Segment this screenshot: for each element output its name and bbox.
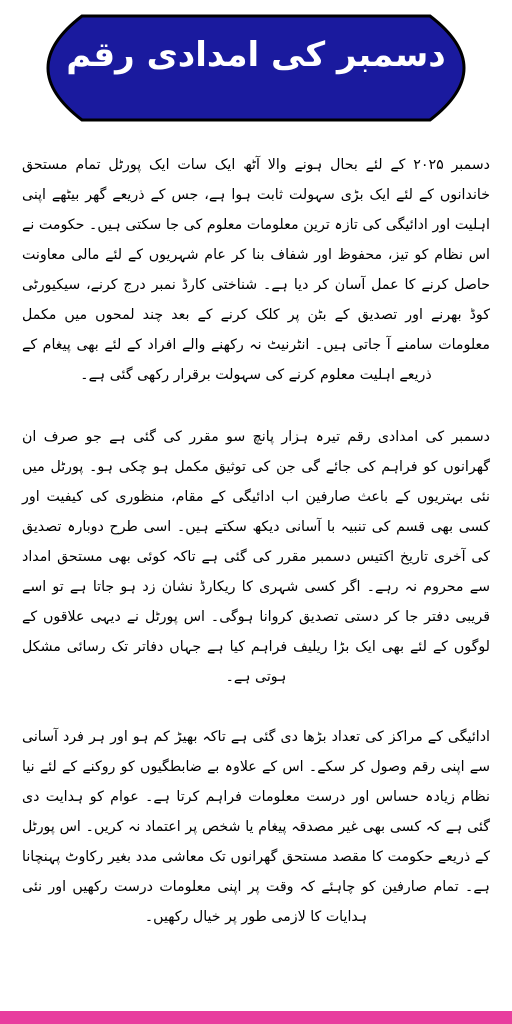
paragraph-2: دسمبر کی امدادی رقم تیرہ ہزار پانچ سو مقرر کی گئی ہے جو صرف ان گھرانوں کو فراہم کی جائے گی جن کی توثیق مکمل ہو چکی ہو۔ پورٹل میں نئی بہتریوں کے باعث صارفین اب ادائیگی کے مقام، منظوری کی کیفیت اور کسی بھی قسم کی تنبیہ با آسانی دیکھ سکتے ہیں۔ اسی طرح دوبارہ تصدیق کی آخری تاریخ اکتیس دسمبر مقرر کی گئی ہے تاکہ کوئی بھی مستحق امداد سے محروم نہ رہے۔ اگر کسی شہری کا ریکارڈ نشان زد ہو جاتا ہے تو اسے قریبی دفتر جا کر دستی تصدیق کروانا ہوگی۔ اس پورٹل نے دیہی علاقوں کے لوگوں کے لئے بھی ایک بڑا ریلیف فراہم کیا ہے جہاں دفاتر تک رسائی مشکل ہوتی ہے۔ bbox=[22, 429, 490, 685]
page-title: دسمبر کی امدادی رقم bbox=[66, 35, 446, 75]
paragraph-3: ادائیگی کے مراکز کی تعداد بڑھا دی گئی ہے تاکہ بھیڑ کم ہو اور ہر فرد آسانی سے اپنی رقم وصول کر سکے۔ اس کے علاوہ بے ضابطگیوں کو روکنے کے لئے نیا نظام زیادہ حساس اور درست معلومات فراہم کرتا ہے۔ عوام کو ہدایت دی گئی ہے کہ کسی بھی غیر مصدقہ پیغام یا شخص پر اعتماد نہ کریں۔ اس پورٹل کے ذریعے حکومت کا مقصد مستحق گھرانوں تک معاشی مدد بغیر رکاوٹ پہنچانا ہے۔ تمام صارفین کو چاہئے کہ وقت پر اپنی معلومات درست رکھیں اور نئی ہدایات کا لازمی طور پر خیال رکھیں۔ bbox=[22, 729, 490, 925]
paragraph-1: دسمبر ۲۰۲۵ کے لئے بحال ہونے والا آٹھ ایک سات ایک پورٹل تمام مستحق خاندانوں کے لئے ایک بڑی سہولت ثابت ہوا ہے، جس کے ذریعے گھر بیٹھے اپنی اہلیت اور ادائیگی کی تازہ ترین معلومات معلوم کی جا سکتی ہیں۔ حکومت نے اس نظام کو تیز، محفوظ اور شفاف بنا کر عام شہریوں کے لئے مالی معاونت حاصل کرنے کا عمل آسان کر دیا ہے۔ شناختی کارڈ نمبر درج کرنے، سیکیورٹی کوڈ بھرنے اور تصدیق کے بٹن پر کلک کرنے کے بعد چند لمحوں میں مکمل معلومات سامنے آ جاتی ہیں۔ انٹرنیٹ نہ رکھنے والے افراد کے لئے بھی پیغام کے ذریعے اہلیت معلوم کرنے کی سہولت برقرار رکھی گئی ہے۔ bbox=[22, 157, 490, 383]
article-body bbox=[22, 150, 490, 932]
title-banner bbox=[10, 7, 502, 129]
bottom-accent-bar bbox=[0, 1011, 512, 1024]
